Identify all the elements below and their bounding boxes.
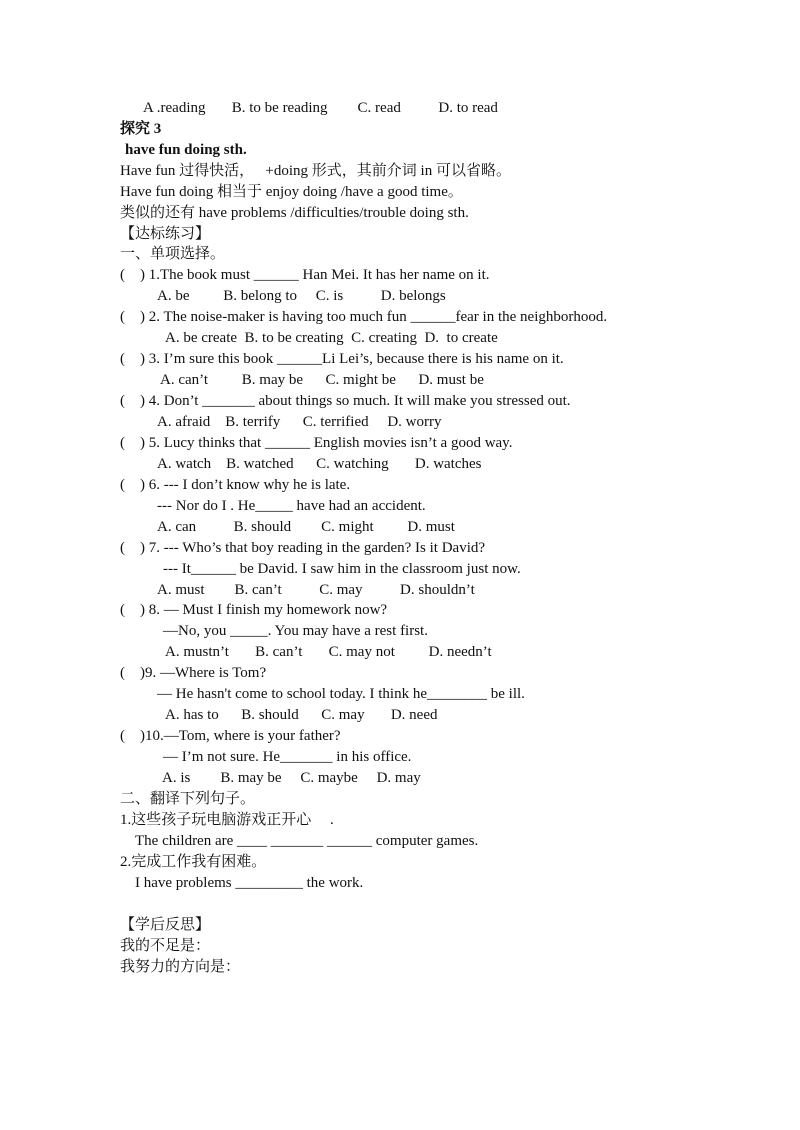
question-options: A. mustn’t B. can’t C. may not D. needn’t xyxy=(165,644,492,660)
translation-prompt: 1.这些孩子玩电脑游戏正开心 . xyxy=(120,812,334,828)
question-stem: ( ) 2. The noise-maker is having too much fun ______fear in the neighborhood. xyxy=(120,309,608,325)
question-dialogue-line: — He hasn't come to school today. I think he________ be ill. xyxy=(157,686,525,702)
question-dialogue-line: --- It______ be David. I saw him in the classroom just now. xyxy=(163,561,521,577)
question-stem: ( )9. —Where is Tom? xyxy=(120,665,267,681)
question-stem: ( )10.—Tom, where is your father? xyxy=(120,728,341,744)
question-stem: ( ) 8. — Must I finish my homework now? xyxy=(120,602,388,618)
question-options: A. must B. can’t C. may D. shouldn’t xyxy=(157,582,475,598)
translation-prompt: 2.完成工作我有困难。 xyxy=(120,854,267,870)
question-options: A. afraid B. terrify C. terrified D. worry xyxy=(157,414,442,430)
question-options: A. be B. belong to C. is D. belongs xyxy=(157,288,446,304)
question-options: A. watch B. watched C. watching D. watches xyxy=(157,456,482,472)
translation-answer: I have problems _________ the work. xyxy=(135,875,364,891)
question-options: A. is B. may be C. maybe D. may xyxy=(162,770,421,786)
previous-question-options: A .reading B. to be reading C. read D. to read xyxy=(143,100,498,116)
question-options: A. can’t B. may be C. might be D. must be xyxy=(160,372,484,388)
part2-heading: 二、翻译下列句子。 xyxy=(120,791,256,807)
key-phrase: have fun doing sth. xyxy=(125,142,247,158)
question-options: A. be create B. to be creating C. creating D. to create xyxy=(165,330,498,346)
question-dialogue-line: --- Nor do I . He_____ have had an accident. xyxy=(157,498,426,514)
question-stem: ( ) 3. I’m sure this book ______Li Lei’s, because there is his name on it. xyxy=(120,351,564,367)
question-dialogue-line: —No, you _____. You may have a rest first. xyxy=(163,623,428,639)
grammar-note: Have fun doing 相当于 enjoy doing /have a good time。 xyxy=(120,184,463,200)
grammar-note: 类似的还有 have problems /difficulties/trouble doing sth. xyxy=(120,205,469,221)
reflection-line: 我努力的方向是： xyxy=(120,959,241,975)
reflection-line: 我的不足是： xyxy=(120,938,211,954)
question-stem: ( ) 1.The book must ______ Han Mei. It has her name on it. xyxy=(120,267,490,283)
part1-heading: 一、单项选择。 xyxy=(120,246,226,262)
question-options: A. has to B. should C. may D. need xyxy=(165,707,438,723)
question-stem: ( ) 7. --- Who’s that boy reading in the garden? Is it David? xyxy=(120,540,486,556)
question-options: A. can B. should C. might D. must xyxy=(157,519,455,535)
grammar-note: Have fun 过得快活， +doing 形式，其前介词 in 可以省略。 xyxy=(120,163,511,179)
reflection-heading: 【学后反思】 xyxy=(120,917,211,933)
section-title: 探究 3 xyxy=(120,121,162,137)
question-stem: ( ) 4. Don’t _______ about things so much. It will make you stressed out. xyxy=(120,393,571,409)
practice-heading: 【达标练习】 xyxy=(120,226,211,242)
translation-answer: The children are ____ _______ ______ computer games. xyxy=(135,833,479,849)
question-stem: ( ) 6. --- I don’t know why he is late. xyxy=(120,477,351,493)
question-stem: ( ) 5. Lucy thinks that ______ English movies isn’t a good way. xyxy=(120,435,513,451)
question-dialogue-line: — I’m not sure. He_______ in his office. xyxy=(163,749,412,765)
